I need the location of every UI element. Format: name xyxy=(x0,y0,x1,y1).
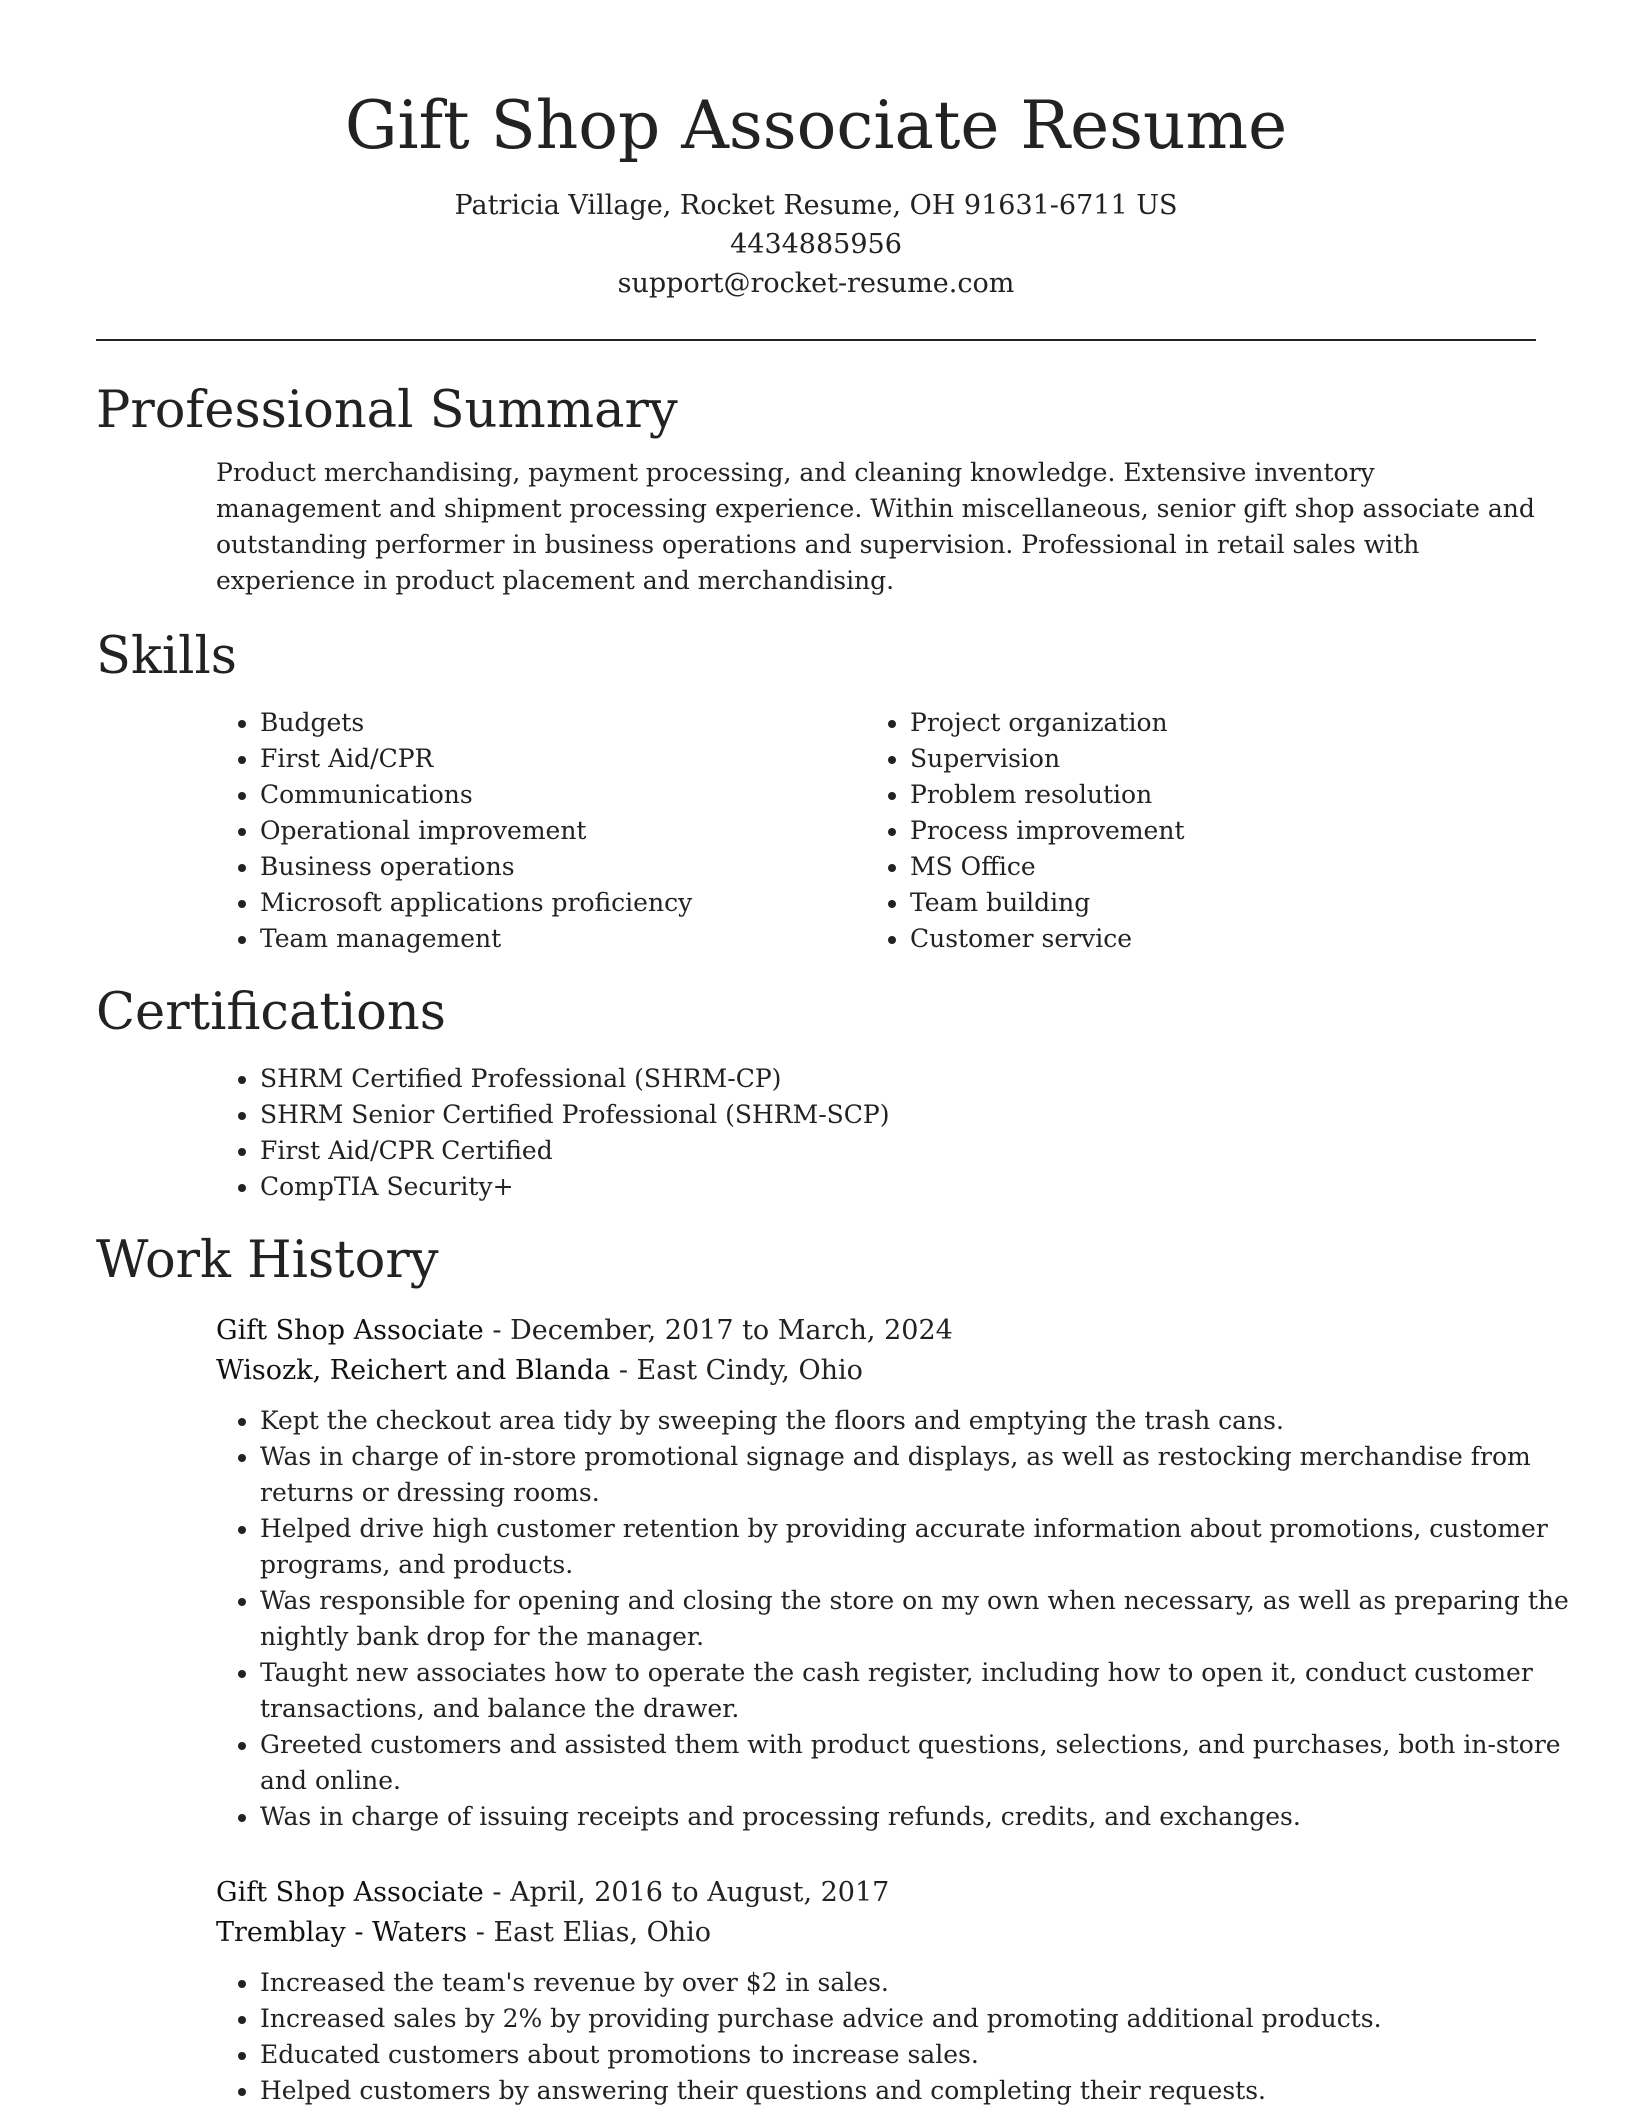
separator: - xyxy=(610,1355,637,1386)
skill-item: • Budgets xyxy=(260,705,866,741)
skills-list-right xyxy=(866,705,1516,957)
job-company-line xyxy=(216,1351,1536,1391)
job-bullet-list xyxy=(216,1965,1580,2109)
section-title-summary: Professional Summary xyxy=(96,381,678,440)
section-title-certifications: Certifications xyxy=(96,983,446,1042)
certification-item: • CompTIA Security+ xyxy=(260,1169,1536,1205)
job-company: Tremblay - Waters xyxy=(216,1917,468,1948)
skill-item: • Project organization xyxy=(910,705,1516,741)
skill-item: • Communications xyxy=(260,777,866,813)
job-entry xyxy=(216,1873,1536,2109)
skill-item: • First Aid/CPR xyxy=(260,741,866,777)
header-divider xyxy=(96,339,1536,341)
job-location: East Elias, Ohio xyxy=(493,1917,712,1948)
job-bullet-list xyxy=(216,1403,1580,1835)
separator: - xyxy=(467,1917,494,1948)
skill-item: • Microsoft applications proficiency xyxy=(260,885,866,921)
job-role: Gift Shop Associate xyxy=(216,1315,484,1346)
contact-phone: 4434885956 xyxy=(730,229,902,260)
skill-item: • Operational improvement xyxy=(260,813,866,849)
job-role-line xyxy=(216,1873,1536,1913)
job-bullet: • Was responsible for opening and closing the store on my own when necessary, as well as preparing the nightly bank drop for the manager. xyxy=(260,1583,1580,1655)
job-dates: April, 2016 to August, 2017 xyxy=(510,1877,890,1908)
resume-title: Gift Shop Associate Resume xyxy=(344,87,1288,164)
skills-list-left xyxy=(216,705,866,957)
skill-item: • Process improvement xyxy=(910,813,1516,849)
contact-address: Patricia Village, Rocket Resume, OH 91631-6711 US xyxy=(454,190,1178,221)
job-bullet: • Helped customers by answering their questions and completing their requests. xyxy=(260,2073,1580,2109)
separator: - xyxy=(483,1877,511,1908)
job-bullet: • Increased the team's revenue by over $2 in sales. xyxy=(260,1965,1580,2001)
job-role-line xyxy=(216,1311,1536,1351)
summary-text: Product merchandising, payment processing, and cleaning knowledge. Extensive inventory management and shipment processing experience. Within miscellaneous, senior gift shop associate and outstanding performer in business operations and supervision. Professional in retail sales with experience in product placement and merchandising. xyxy=(216,458,1535,595)
job-bullet: • Was in charge of issuing receipts and processing refunds, credits, and exchanges. xyxy=(260,1799,1580,1835)
job-bullet: • Helped drive high customer retention by providing accurate information about promotions, customer programs, and products. xyxy=(260,1511,1580,1583)
skill-item: • Business operations xyxy=(260,849,866,885)
section-title-skills: Skills xyxy=(96,627,237,686)
skills-columns xyxy=(216,705,1536,957)
certifications-list xyxy=(216,1061,1536,1205)
skill-item: • Customer service xyxy=(910,921,1516,957)
job-bullet: • Greeted customers and assisted them with product questions, selections, and purchases, both in-store and online. xyxy=(260,1727,1580,1799)
certification-item: • First Aid/CPR Certified xyxy=(260,1133,1536,1169)
certification-item: • SHRM Certified Professional (SHRM-CP) xyxy=(260,1061,1536,1097)
skill-item: • Team building xyxy=(910,885,1516,921)
job-role: Gift Shop Associate xyxy=(216,1877,484,1908)
skill-item: • Problem resolution xyxy=(910,777,1516,813)
job-bullet: • Was in charge of in-store promotional signage and displays, as well as restocking merchandise from returns or dressing rooms. xyxy=(260,1439,1580,1511)
job-company-line xyxy=(216,1913,1536,1953)
skill-item: • Team management xyxy=(260,921,866,957)
job-bullet: • Taught new associates how to operate the cash register, including how to open it, conduct customer transactions, and balance the drawer. xyxy=(260,1655,1580,1727)
job-bullet: • Increased sales by 2% by providing purchase advice and promoting additional products. xyxy=(260,2001,1580,2037)
job-bullet: • Kept the checkout area tidy by sweeping the floors and emptying the trash cans. xyxy=(260,1403,1580,1439)
section-title-work-history: Work History xyxy=(96,1231,439,1290)
resume-header xyxy=(96,0,1536,303)
contact-email: support@rocket-resume.com xyxy=(617,268,1015,299)
job-dates: December, 2017 to March, 2024 xyxy=(510,1315,953,1346)
job-entry xyxy=(216,1311,1569,1835)
job-bullet: • Educated customers about promotions to increase sales. xyxy=(260,2037,1580,2073)
skill-item: • Supervision xyxy=(910,741,1516,777)
separator: - xyxy=(483,1315,511,1346)
job-location: East Cindy, Ohio xyxy=(636,1355,863,1386)
resume-page xyxy=(96,0,1569,2109)
skill-item: • MS Office xyxy=(910,849,1516,885)
job-company: Wisozk, Reichert and Blanda xyxy=(216,1355,611,1386)
certification-item: • SHRM Senior Certified Professional (SHRM-SCP) xyxy=(260,1097,1536,1133)
